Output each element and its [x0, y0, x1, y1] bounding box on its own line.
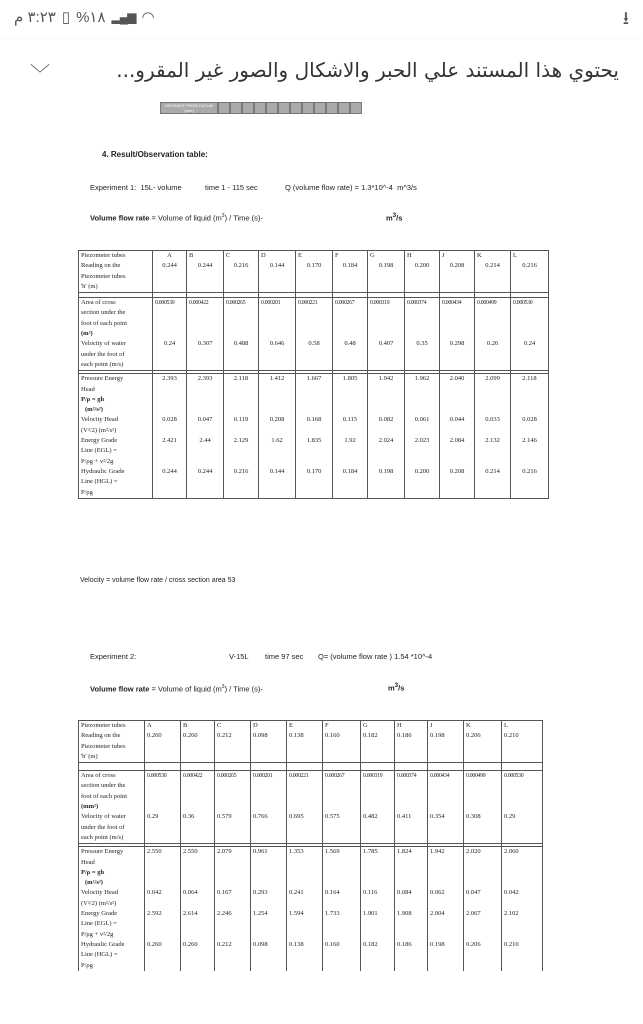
row-label: P/ρg + v²/2g — [79, 930, 145, 940]
cell: 0.170 — [296, 467, 333, 477]
cell: 0.482 — [361, 812, 395, 822]
h-row-cont — [79, 742, 543, 752]
velocity-row-cont — [79, 833, 543, 844]
cell: 0.186 — [395, 940, 428, 950]
signal-icon: ▂▄▆ — [111, 10, 136, 24]
row-label: foot of each point — [79, 792, 145, 802]
col-C: C — [224, 251, 259, 262]
col-J: J — [440, 251, 475, 262]
row-label: Line (EGL) = — [79, 919, 145, 929]
cell: 1.824 — [395, 847, 428, 858]
cell: 1.901 — [361, 909, 395, 919]
cell: 0.244 — [153, 467, 187, 477]
cell: 0.182 — [361, 731, 395, 741]
cell: 2.020 — [464, 847, 502, 858]
row-label: (m²) — [79, 329, 153, 339]
col-L: L — [502, 721, 543, 732]
cell: 1.62 — [259, 436, 296, 446]
cell: 0.198 — [428, 731, 464, 741]
row-label: (mm²) — [79, 802, 145, 812]
battery-level: %١٨ — [76, 9, 106, 26]
exp1-time: time 1 - 115 sec — [205, 183, 258, 192]
cell: 1.569 — [323, 847, 361, 858]
row-label: under the foot of — [79, 350, 153, 360]
cell: 0.244 — [153, 261, 187, 271]
battery-icon: ▯ — [61, 9, 71, 26]
vel-head-row — [79, 888, 543, 898]
exp1-flow-formula: Volume flow rate = Volume of liquid $(m^3)$ / Time (s)- — [90, 213, 263, 223]
egl-row-cont — [79, 446, 549, 456]
cell: 0.212 — [215, 731, 251, 741]
cell: 0.208 — [440, 467, 475, 477]
egl-row-cont — [79, 930, 543, 940]
row-label: Head — [79, 385, 153, 395]
cell: 0.000201 — [259, 298, 296, 309]
row-label: Area of cross — [79, 771, 145, 782]
cell: 2.118 — [224, 374, 259, 385]
h-row — [79, 261, 549, 271]
exp2-time: time 97 sec — [265, 652, 304, 661]
document-header — [0, 40, 643, 102]
velocity-row — [79, 339, 549, 349]
cell: 2.118 — [511, 374, 549, 385]
cell: 1.594 — [287, 909, 323, 919]
cell: 1.962 — [405, 374, 440, 385]
pressure-row-cont — [79, 868, 543, 878]
cell: 0.000267 — [333, 298, 368, 309]
hgl-row-cont — [79, 950, 543, 960]
cell: 0.260 — [145, 731, 181, 741]
cell: 0.000319 — [368, 298, 405, 309]
cell: 0.198 — [428, 940, 464, 950]
velocity-note: Velocity = volume flow rate / cross section area 53 — [80, 577, 236, 584]
cell: 2.421 — [153, 436, 187, 446]
pressure-row-cont — [79, 385, 549, 395]
velocity-row — [79, 812, 543, 822]
row-label: Piezometer tubes — [79, 272, 153, 282]
cell: 1.412 — [259, 374, 296, 385]
cell: 0.35 — [405, 339, 440, 349]
row-label: Reading on the — [79, 731, 145, 741]
vel-head-row-cont — [79, 426, 549, 436]
cell: 0.000499 — [475, 298, 511, 309]
cell: 0.000434 — [428, 771, 464, 782]
cell: 0.033 — [475, 415, 511, 425]
area-row-cont — [79, 792, 543, 802]
row-label: P/ρg — [79, 488, 153, 499]
cell: 0.186 — [395, 731, 428, 741]
col-H: H — [395, 721, 428, 732]
cell: 0.028 — [153, 415, 187, 425]
cell: 0.000267 — [323, 771, 361, 782]
results-table-2 — [78, 720, 543, 971]
cell: 0.210 — [502, 731, 543, 741]
cell: 0.000422 — [181, 771, 215, 782]
cell: 2.592 — [145, 909, 181, 919]
status-bar — [0, 0, 643, 40]
row-label: Velocity of water — [79, 812, 145, 822]
cell: 0.244 — [187, 467, 224, 477]
velocity-row-cont — [79, 360, 549, 371]
row-label: P/ρ = gh — [79, 868, 145, 878]
pressure-row — [79, 374, 549, 385]
row-label: section under the — [79, 781, 145, 791]
col-D: D — [259, 251, 296, 262]
row-label: (V²/2) (m²/s²) — [79, 899, 145, 909]
cell: 0.206 — [464, 731, 502, 741]
egl-row — [79, 909, 543, 919]
cell: 0.062 — [428, 888, 464, 898]
cell: 0.766 — [251, 812, 287, 822]
datum-label: DISTANCE FROM DATUM (mm) — [160, 102, 218, 114]
cell: 0.260 — [145, 940, 181, 950]
cell: 2.067 — [464, 909, 502, 919]
cell: 0.000530 — [145, 771, 181, 782]
cell: 1.733 — [323, 909, 361, 919]
cell: 0.000530 — [502, 771, 543, 782]
egl-row-cont — [79, 919, 543, 929]
row-label: Line (HGL) = — [79, 477, 153, 487]
row-label: each point (m/s) — [79, 360, 153, 371]
col-C: C — [215, 721, 251, 732]
row-label: Head — [79, 858, 145, 868]
cell: 0.098 — [251, 940, 287, 950]
cell: 0.138 — [287, 940, 323, 950]
cell: 1.942 — [428, 847, 464, 858]
cell: 0.042 — [145, 888, 181, 898]
row-label: 'h' (m) — [79, 282, 153, 293]
row-label: (m²/s²) — [79, 878, 145, 888]
row-label: Velocity of water — [79, 339, 153, 349]
cell: 0.000265 — [215, 771, 251, 782]
cell: 0.214 — [475, 467, 511, 477]
cell: 0.138 — [287, 731, 323, 741]
cell: 0.26 — [475, 339, 511, 349]
col-K: K — [464, 721, 502, 732]
vel-head-row — [79, 415, 549, 425]
cell: 0.308 — [464, 812, 502, 822]
cell: 0.160 — [323, 731, 361, 741]
cell: 0.044 — [440, 415, 475, 425]
cell: 0.168 — [296, 415, 333, 425]
cell: 0.206 — [464, 940, 502, 950]
status-left — [14, 8, 155, 26]
pressure-row-cont — [79, 395, 549, 405]
exp1-q: Q (volume flow rate) = 1.3*10^-4 m^3/s — [285, 183, 417, 192]
cell: 0.575 — [323, 812, 361, 822]
cell: 0.047 — [187, 415, 224, 425]
cell: 0.36 — [181, 812, 215, 822]
cell: 0.061 — [405, 415, 440, 425]
pressure-row — [79, 847, 543, 858]
cell: 0.24 — [511, 339, 549, 349]
hgl-row — [79, 940, 543, 950]
hgl-row-cont — [79, 488, 549, 499]
row-label: Pressure Energy — [79, 847, 145, 858]
row-label: P/ρ = gh — [79, 395, 153, 405]
datum-strip — [160, 102, 362, 114]
cell: 1.785 — [361, 847, 395, 858]
cell: 0.411 — [395, 812, 428, 822]
cell: 0.000374 — [405, 298, 440, 309]
cell: 2.550 — [181, 847, 215, 858]
area-row-cont — [79, 319, 549, 329]
cell: 0.260 — [181, 731, 215, 741]
row-label: Velocity Head — [79, 888, 145, 898]
cell: 2.550 — [145, 847, 181, 858]
cell: 0.214 — [475, 261, 511, 271]
row-label: Piezometer tubes — [79, 721, 145, 732]
cell: 0.298 — [440, 339, 475, 349]
cell: 0.028 — [511, 415, 549, 425]
cell: 2.099 — [475, 374, 511, 385]
wifi-icon: ◠ — [141, 9, 155, 26]
cell: 0.064 — [181, 888, 215, 898]
row-label: Velocity Head — [79, 415, 153, 425]
cell: 0.000201 — [251, 771, 287, 782]
cell: 0.000530 — [153, 298, 187, 309]
cell: 0.216 — [511, 467, 549, 477]
cell: 0.24 — [153, 339, 187, 349]
cell: 2.393 — [187, 374, 224, 385]
pressure-row-cont — [79, 858, 543, 868]
hgl-row — [79, 467, 549, 477]
area-row — [79, 298, 549, 309]
area-row-cont — [79, 329, 549, 339]
cell: 2.023 — [405, 436, 440, 446]
row-label: Line (HGL) = — [79, 950, 145, 960]
row-label: (V²/2) (m²/s²) — [79, 426, 153, 436]
cell: 0.000374 — [395, 771, 428, 782]
h-row-cont — [79, 752, 543, 763]
cell: 2.246 — [215, 909, 251, 919]
pressure-row-cont — [79, 405, 549, 415]
area-row-cont — [79, 308, 549, 318]
velocity-row-cont — [79, 823, 543, 833]
cell: 0.200 — [405, 467, 440, 477]
col-D: D — [251, 721, 287, 732]
cell: 0.115 — [333, 415, 368, 425]
row-label: (m²/s²) — [79, 405, 153, 415]
row-label: 'h' (m) — [79, 752, 145, 763]
cell: 1.908 — [395, 909, 428, 919]
section-title: 4. Result/Observation table: — [102, 150, 208, 159]
col-L: L — [511, 251, 549, 262]
row-label: P/ρg + v²/2g — [79, 457, 153, 467]
cell: 0.244 — [187, 261, 224, 271]
col-E: E — [296, 251, 333, 262]
area-row-cont — [79, 802, 543, 812]
row-label: under the foot of — [79, 823, 145, 833]
cell: 1.92 — [333, 436, 368, 446]
row-label: Area of cross — [79, 298, 153, 309]
cell: 0.082 — [368, 415, 405, 425]
cell: 0.29 — [145, 812, 181, 822]
cell: 0.000319 — [361, 771, 395, 782]
document-notice: يحتوي هذا المستند علي الحبر والاشكال والصور غير المقرو... — [116, 58, 619, 82]
col-A: A — [145, 721, 181, 732]
exp1-units: $m^3/s$ — [386, 212, 403, 223]
row-label: Energy Grade — [79, 436, 153, 446]
exp1-label: Experiment 1: 15L- volume — [90, 183, 182, 192]
area-row-cont — [79, 781, 543, 791]
cell: 0.119 — [224, 415, 259, 425]
row-label: Energy Grade — [79, 909, 145, 919]
cell: 0.116 — [361, 888, 395, 898]
cell: 0.200 — [405, 261, 440, 271]
cell: 2.132 — [475, 436, 511, 446]
cell: 0.000499 — [464, 771, 502, 782]
row-label: P/ρg — [79, 961, 145, 971]
cell: 2.040 — [440, 374, 475, 385]
cell: 2.079 — [215, 847, 251, 858]
cell: 0.144 — [259, 261, 296, 271]
cell: 0.212 — [215, 940, 251, 950]
cell: 0.184 — [333, 261, 368, 271]
download-icon[interactable]: ⭳ — [622, 8, 629, 28]
results-table-1 — [78, 250, 549, 499]
cell: 0.160 — [323, 940, 361, 950]
col-G: G — [361, 721, 395, 732]
cell: 0.098 — [251, 731, 287, 741]
cell: 2.060 — [502, 847, 543, 858]
col-E: E — [287, 721, 323, 732]
cell: 0.198 — [368, 261, 405, 271]
cell: 0.241 — [287, 888, 323, 898]
cell: 0.084 — [395, 888, 428, 898]
row-label: Hydraulic Grade — [79, 467, 153, 477]
cell: 0.000265 — [224, 298, 259, 309]
cell: 0.407 — [368, 339, 405, 349]
cell: 0.48 — [333, 339, 368, 349]
cell: 1.942 — [368, 374, 405, 385]
cell: 0.000221 — [287, 771, 323, 782]
cell: 0.000422 — [187, 298, 224, 309]
col-K: K — [475, 251, 511, 262]
row-label: Line (EGL) = — [79, 446, 153, 456]
row-label: each point (m/s) — [79, 833, 145, 844]
cell: 0.579 — [215, 812, 251, 822]
cell: 0.695 — [287, 812, 323, 822]
cell: 2.102 — [502, 909, 543, 919]
cell: 0.184 — [333, 467, 368, 477]
row-label: Reading on the — [79, 261, 153, 271]
cell: 0.000434 — [440, 298, 475, 309]
cell: 0.216 — [224, 261, 259, 271]
cell: 2.393 — [153, 374, 187, 385]
col-A: A — [153, 251, 187, 262]
cell: 0.208 — [259, 415, 296, 425]
velocity-row-cont — [79, 350, 549, 360]
col-J: J — [428, 721, 464, 732]
col-H: H — [405, 251, 440, 262]
cell: 0.354 — [428, 812, 464, 822]
exp2-label: Experiment 2: — [90, 652, 137, 661]
egl-row — [79, 436, 549, 446]
h-row — [79, 731, 543, 741]
hgl-row-cont — [79, 477, 549, 487]
cell: 1.254 — [251, 909, 287, 919]
cell: 1.835 — [296, 436, 333, 446]
cell: 0.047 — [464, 888, 502, 898]
egl-row-cont — [79, 457, 549, 467]
cell: 0.307 — [187, 339, 224, 349]
chevron-down-icon[interactable]: ﹀ — [30, 64, 50, 86]
cell: 0.646 — [259, 339, 296, 349]
exp2-units: $m^3/s$ — [388, 682, 405, 693]
cell: 0.58 — [296, 339, 333, 349]
exp2-flow-formula: Volume flow rate = Volume of liquid $(m^3)$ / Time (s)- — [90, 684, 263, 694]
h-row-cont — [79, 282, 549, 293]
cell: 0.170 — [296, 261, 333, 271]
cell: 0.198 — [368, 467, 405, 477]
cell: 1.805 — [333, 374, 368, 385]
row-label: Hydraulic Grade — [79, 940, 145, 950]
cell: 0.210 — [502, 940, 543, 950]
cell: 0.042 — [502, 888, 543, 898]
cell: 2.614 — [181, 909, 215, 919]
row-label: foot of each point — [79, 319, 153, 329]
cell: 0.29 — [502, 812, 543, 822]
cell: 0.260 — [181, 940, 215, 950]
header-row — [79, 251, 549, 262]
header-row — [79, 721, 543, 732]
col-G: G — [368, 251, 405, 262]
cell: 0.000530 — [511, 298, 549, 309]
vel-head-row-cont — [79, 899, 543, 909]
area-row — [79, 771, 543, 782]
col-B: B — [187, 251, 224, 262]
exp2-volume: V-15L — [229, 652, 249, 661]
document-page — [0, 102, 643, 1024]
cell: 2.129 — [224, 436, 259, 446]
cell: 0.208 — [440, 261, 475, 271]
row-label: Pressure Energy — [79, 374, 153, 385]
cell: 0.488 — [224, 339, 259, 349]
cell: 2.084 — [440, 436, 475, 446]
cell: 2.024 — [368, 436, 405, 446]
row-label: section under the — [79, 308, 153, 318]
col-B: B — [181, 721, 215, 732]
row-label: Piezometer tubes — [79, 251, 153, 262]
cell: 0.216 — [511, 261, 549, 271]
pressure-row-cont — [79, 878, 543, 888]
cell: 1.667 — [296, 374, 333, 385]
col-F: F — [323, 721, 361, 732]
cell: 1.353 — [287, 847, 323, 858]
col-F: F — [333, 251, 368, 262]
hgl-row-cont — [79, 961, 543, 971]
exp2-q: Q= (volume flow rate ) 1.54 *10^-4 — [318, 652, 433, 661]
row-label: Piezometer tubes — [79, 742, 145, 752]
cell: 2.44 — [187, 436, 224, 446]
cell: 2.004 — [428, 909, 464, 919]
cell: 0.167 — [215, 888, 251, 898]
cell: 0.182 — [361, 940, 395, 950]
cell: 0.144 — [259, 467, 296, 477]
cell: 0.961 — [251, 847, 287, 858]
h-row-cont — [79, 272, 549, 282]
cell: 0.293 — [251, 888, 287, 898]
status-time: ٣:٢٣ م — [14, 9, 56, 26]
cell: 0.164 — [323, 888, 361, 898]
cell: 0.216 — [224, 467, 259, 477]
cell: 2.146 — [511, 436, 549, 446]
cell: 0.000221 — [296, 298, 333, 309]
